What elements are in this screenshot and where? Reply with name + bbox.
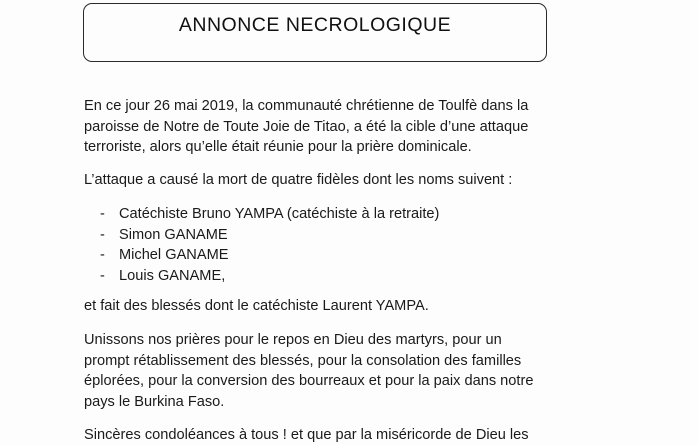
- paragraph-condolences: [84, 425, 624, 446]
- text-line: éplorées, pour la conversion des bourreaux et pour la paix dans notre: [84, 373, 534, 389]
- text-line: En ce jour 26 mai 2019, la communauté chrétienne de Toulfè dans la: [84, 98, 529, 114]
- text-line: et fait des blessés dont le catéchiste Laurent YAMPA.: [84, 298, 429, 314]
- list-item: - Michel GANAME: [100, 245, 439, 266]
- text-line: L’attaque a causé la mort de quatre fidèles dont les noms suivent :: [84, 172, 513, 188]
- list-item: - Simon GANAME: [100, 225, 439, 246]
- page-title: ANNONCE NECROLOGIQUE: [178, 14, 452, 36]
- victims-list: [100, 204, 439, 286]
- list-item: - Louis GANAME,: [100, 266, 439, 287]
- paragraph-injured: [84, 296, 624, 317]
- text-line: prompt rétablissement des blessés, pour la consolation des familles: [84, 352, 522, 369]
- text-line: paroisse de Notre de Toute Joie de Titao, a été la cible d’une attaque: [84, 118, 529, 135]
- text-line: pays le Burkina Faso.: [84, 393, 225, 410]
- text-line: Sincères condoléances à tous ! et que par la miséricorde de Dieu les: [84, 427, 529, 443]
- list-item: - Catéchiste Bruno YAMPA (catéchiste à la retraite): [100, 204, 439, 225]
- text-line: Unissons nos prières pour le repos en Dieu des martyrs, pour un: [84, 332, 502, 348]
- text-line: terroriste, alors qu’elle était réunie pour la prière dominicale.: [84, 139, 472, 155]
- paragraph-attack-description: [84, 96, 624, 158]
- paragraph-victims-intro: [84, 170, 624, 191]
- title-box: [83, 3, 547, 62]
- paragraph-prayer: [84, 330, 624, 412]
